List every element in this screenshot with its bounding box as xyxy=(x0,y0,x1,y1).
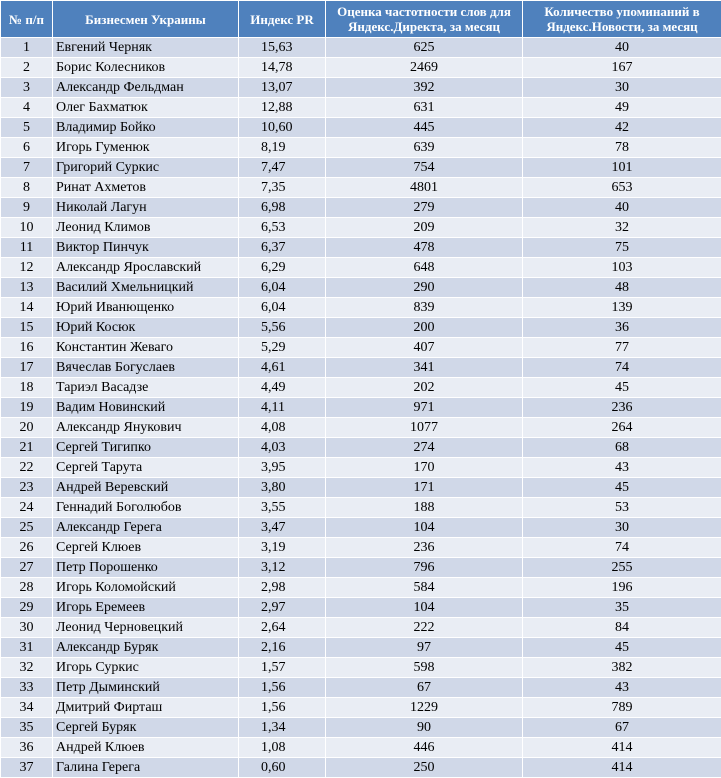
cell-direct-frequency: 250 xyxy=(326,758,523,778)
cell-direct-frequency: 839 xyxy=(326,298,523,318)
cell-pr-index: 15,63 xyxy=(239,38,326,58)
cell-direct-frequency: 202 xyxy=(326,378,523,398)
cell-num: 15 xyxy=(1,318,53,338)
cell-news-mentions: 32 xyxy=(523,218,721,238)
cell-direct-frequency: 796 xyxy=(326,558,523,578)
cell-pr-index: 6,29 xyxy=(239,258,326,278)
cell-direct-frequency: 200 xyxy=(326,318,523,338)
cell-direct-frequency: 392 xyxy=(326,78,523,98)
header-news-mentions: Количество упоминаний в Яндекс.Новости, за месяц xyxy=(523,1,721,38)
cell-direct-frequency: 97 xyxy=(326,638,523,658)
cell-news-mentions: 101 xyxy=(523,158,721,178)
cell-name: Петр Дыминский xyxy=(53,678,239,698)
cell-num: 29 xyxy=(1,598,53,618)
table-row xyxy=(1,738,721,758)
cell-direct-frequency: 236 xyxy=(326,538,523,558)
cell-pr-index: 2,98 xyxy=(239,578,326,598)
cell-news-mentions: 68 xyxy=(523,438,721,458)
cell-direct-frequency: 222 xyxy=(326,618,523,638)
cell-news-mentions: 196 xyxy=(523,578,721,598)
table-row xyxy=(1,638,721,658)
cell-num: 32 xyxy=(1,658,53,678)
table-row xyxy=(1,158,721,178)
cell-direct-frequency: 209 xyxy=(326,218,523,238)
cell-news-mentions: 48 xyxy=(523,278,721,298)
cell-name: Петр Порошенко xyxy=(53,558,239,578)
cell-num: 30 xyxy=(1,618,53,638)
cell-pr-index: 3,19 xyxy=(239,538,326,558)
cell-pr-index: 3,12 xyxy=(239,558,326,578)
cell-news-mentions: 789 xyxy=(523,698,721,718)
cell-name: Вадим Новинский xyxy=(53,398,239,418)
cell-num: 10 xyxy=(1,218,53,238)
cell-name: Александр Янукович xyxy=(53,418,239,438)
table-row xyxy=(1,678,721,698)
cell-num: 35 xyxy=(1,718,53,738)
table-row xyxy=(1,458,721,478)
cell-news-mentions: 653 xyxy=(523,178,721,198)
cell-num: 37 xyxy=(1,758,53,778)
cell-news-mentions: 36 xyxy=(523,318,721,338)
cell-num: 5 xyxy=(1,118,53,138)
cell-name: Николай Лагун xyxy=(53,198,239,218)
cell-direct-frequency: 407 xyxy=(326,338,523,358)
cell-num: 18 xyxy=(1,378,53,398)
cell-pr-index: 3,95 xyxy=(239,458,326,478)
table-row xyxy=(1,598,721,618)
cell-pr-index: 4,61 xyxy=(239,358,326,378)
cell-num: 26 xyxy=(1,538,53,558)
cell-name: Сергей Буряк xyxy=(53,718,239,738)
cell-pr-index: 2,97 xyxy=(239,598,326,618)
cell-num: 12 xyxy=(1,258,53,278)
cell-pr-index: 6,04 xyxy=(239,278,326,298)
cell-pr-index: 14,78 xyxy=(239,58,326,78)
cell-name: Игорь Коломойский xyxy=(53,578,239,598)
table-row xyxy=(1,478,721,498)
cell-direct-frequency: 648 xyxy=(326,258,523,278)
cell-name: Сергей Тигипко xyxy=(53,438,239,458)
cell-pr-index: 3,55 xyxy=(239,498,326,518)
cell-news-mentions: 45 xyxy=(523,478,721,498)
table-row xyxy=(1,538,721,558)
cell-direct-frequency: 598 xyxy=(326,658,523,678)
table-row xyxy=(1,358,721,378)
cell-news-mentions: 45 xyxy=(523,638,721,658)
header-name: Бизнесмен Украины xyxy=(53,1,239,38)
cell-direct-frequency: 971 xyxy=(326,398,523,418)
cell-num: 3 xyxy=(1,78,53,98)
cell-num: 2 xyxy=(1,58,53,78)
cell-pr-index: 1,34 xyxy=(239,718,326,738)
cell-news-mentions: 40 xyxy=(523,198,721,218)
table-row xyxy=(1,258,721,278)
cell-pr-index: 7,47 xyxy=(239,158,326,178)
cell-num: 9 xyxy=(1,198,53,218)
cell-direct-frequency: 478 xyxy=(326,238,523,258)
cell-news-mentions: 42 xyxy=(523,118,721,138)
cell-pr-index: 12,88 xyxy=(239,98,326,118)
cell-direct-frequency: 171 xyxy=(326,478,523,498)
cell-num: 23 xyxy=(1,478,53,498)
cell-news-mentions: 78 xyxy=(523,138,721,158)
table-row xyxy=(1,198,721,218)
table-row xyxy=(1,58,721,78)
cell-news-mentions: 53 xyxy=(523,498,721,518)
cell-num: 7 xyxy=(1,158,53,178)
header-row xyxy=(1,1,721,38)
cell-name: Александр Буряк xyxy=(53,638,239,658)
table-row xyxy=(1,698,721,718)
cell-pr-index: 10,60 xyxy=(239,118,326,138)
cell-pr-index: 2,16 xyxy=(239,638,326,658)
cell-news-mentions: 35 xyxy=(523,598,721,618)
cell-direct-frequency: 1077 xyxy=(326,418,523,438)
cell-name: Юрий Иванющенко xyxy=(53,298,239,318)
cell-num: 14 xyxy=(1,298,53,318)
table-row xyxy=(1,118,721,138)
cell-direct-frequency: 104 xyxy=(326,518,523,538)
cell-direct-frequency: 279 xyxy=(326,198,523,218)
cell-pr-index: 1,08 xyxy=(239,738,326,758)
table-row xyxy=(1,558,721,578)
table-row xyxy=(1,278,721,298)
cell-news-mentions: 84 xyxy=(523,618,721,638)
cell-name: Борис Колесников xyxy=(53,58,239,78)
cell-pr-index: 6,98 xyxy=(239,198,326,218)
header-pr-index: Индекс PR xyxy=(239,1,326,38)
cell-direct-frequency: 446 xyxy=(326,738,523,758)
cell-news-mentions: 236 xyxy=(523,398,721,418)
cell-name: Григорий Суркис xyxy=(53,158,239,178)
table-row xyxy=(1,418,721,438)
cell-name: Галина Герега xyxy=(53,758,239,778)
cell-direct-frequency: 188 xyxy=(326,498,523,518)
table-row xyxy=(1,718,721,738)
cell-pr-index: 7,35 xyxy=(239,178,326,198)
cell-num: 20 xyxy=(1,418,53,438)
cell-news-mentions: 75 xyxy=(523,238,721,258)
table-row xyxy=(1,338,721,358)
cell-news-mentions: 264 xyxy=(523,418,721,438)
cell-direct-frequency: 274 xyxy=(326,438,523,458)
cell-direct-frequency: 584 xyxy=(326,578,523,598)
cell-direct-frequency: 625 xyxy=(326,38,523,58)
cell-name: Александр Герега xyxy=(53,518,239,538)
cell-direct-frequency: 631 xyxy=(326,98,523,118)
cell-num: 1 xyxy=(1,38,53,58)
cell-pr-index: 1,56 xyxy=(239,678,326,698)
table-row xyxy=(1,398,721,418)
cell-pr-index: 13,07 xyxy=(239,78,326,98)
cell-direct-frequency: 104 xyxy=(326,598,523,618)
cell-name: Ринат Ахметов xyxy=(53,178,239,198)
cell-news-mentions: 40 xyxy=(523,38,721,58)
cell-name: Александр Ярославский xyxy=(53,258,239,278)
cell-name: Геннадий Боголюбов xyxy=(53,498,239,518)
cell-news-mentions: 30 xyxy=(523,518,721,538)
cell-direct-frequency: 67 xyxy=(326,678,523,698)
cell-news-mentions: 103 xyxy=(523,258,721,278)
cell-news-mentions: 255 xyxy=(523,558,721,578)
cell-num: 36 xyxy=(1,738,53,758)
cell-num: 25 xyxy=(1,518,53,538)
cell-name: Леонид Климов xyxy=(53,218,239,238)
cell-num: 33 xyxy=(1,678,53,698)
cell-num: 6 xyxy=(1,138,53,158)
cell-news-mentions: 43 xyxy=(523,678,721,698)
table-row xyxy=(1,138,721,158)
cell-num: 11 xyxy=(1,238,53,258)
cell-name: Вячеслав Богуслаев xyxy=(53,358,239,378)
header-direct-frequency: Оценка частотности слов для Яндекс.Директа, за месяц xyxy=(326,1,523,38)
cell-news-mentions: 167 xyxy=(523,58,721,78)
cell-name: Владимир Бойко xyxy=(53,118,239,138)
cell-name: Сергей Тарута xyxy=(53,458,239,478)
cell-direct-frequency: 1229 xyxy=(326,698,523,718)
cell-name: Игорь Гуменюк xyxy=(53,138,239,158)
cell-news-mentions: 67 xyxy=(523,718,721,738)
cell-news-mentions: 139 xyxy=(523,298,721,318)
cell-name: Леонид Черновецкий xyxy=(53,618,239,638)
cell-news-mentions: 74 xyxy=(523,538,721,558)
cell-direct-frequency: 4801 xyxy=(326,178,523,198)
cell-num: 16 xyxy=(1,338,53,358)
cell-num: 21 xyxy=(1,438,53,458)
table-header xyxy=(1,1,721,38)
table-row xyxy=(1,178,721,198)
cell-name: Евгений Черняк xyxy=(53,38,239,58)
cell-direct-frequency: 445 xyxy=(326,118,523,138)
cell-pr-index: 1,56 xyxy=(239,698,326,718)
cell-news-mentions: 77 xyxy=(523,338,721,358)
table-body xyxy=(1,38,721,778)
cell-direct-frequency: 2469 xyxy=(326,58,523,78)
cell-pr-index: 4,08 xyxy=(239,418,326,438)
cell-direct-frequency: 341 xyxy=(326,358,523,378)
table-row xyxy=(1,578,721,598)
cell-pr-index: 3,80 xyxy=(239,478,326,498)
cell-pr-index: 4,11 xyxy=(239,398,326,418)
cell-news-mentions: 74 xyxy=(523,358,721,378)
cell-direct-frequency: 290 xyxy=(326,278,523,298)
cell-direct-frequency: 754 xyxy=(326,158,523,178)
cell-name: Александр Фельдман xyxy=(53,78,239,98)
cell-name: Андрей Веревский xyxy=(53,478,239,498)
cell-direct-frequency: 90 xyxy=(326,718,523,738)
table-row xyxy=(1,38,721,58)
table-row xyxy=(1,218,721,238)
cell-num: 8 xyxy=(1,178,53,198)
cell-pr-index: 2,64 xyxy=(239,618,326,638)
table-row xyxy=(1,518,721,538)
table-row xyxy=(1,618,721,638)
cell-name: Олег Бахматюк xyxy=(53,98,239,118)
cell-num: 31 xyxy=(1,638,53,658)
cell-pr-index: 4,03 xyxy=(239,438,326,458)
cell-pr-index: 1,57 xyxy=(239,658,326,678)
cell-pr-index: 5,29 xyxy=(239,338,326,358)
cell-name: Виктор Пинчук xyxy=(53,238,239,258)
cell-direct-frequency: 639 xyxy=(326,138,523,158)
table-row xyxy=(1,238,721,258)
cell-name: Андрей Клюев xyxy=(53,738,239,758)
cell-pr-index: 5,56 xyxy=(239,318,326,338)
table-row xyxy=(1,378,721,398)
cell-name: Дмитрий Фирташ xyxy=(53,698,239,718)
cell-num: 34 xyxy=(1,698,53,718)
cell-num: 13 xyxy=(1,278,53,298)
cell-news-mentions: 45 xyxy=(523,378,721,398)
cell-num: 24 xyxy=(1,498,53,518)
cell-num: 28 xyxy=(1,578,53,598)
cell-name: Сергей Клюев xyxy=(53,538,239,558)
cell-name: Игорь Еремеев xyxy=(53,598,239,618)
cell-pr-index: 3,47 xyxy=(239,518,326,538)
table-row xyxy=(1,318,721,338)
table-row xyxy=(1,298,721,318)
cell-num: 17 xyxy=(1,358,53,378)
cell-news-mentions: 414 xyxy=(523,738,721,758)
cell-name: Игорь Суркис xyxy=(53,658,239,678)
table-row xyxy=(1,498,721,518)
cell-name: Юрий Косюк xyxy=(53,318,239,338)
table-row xyxy=(1,78,721,98)
cell-num: 22 xyxy=(1,458,53,478)
cell-pr-index: 0,60 xyxy=(239,758,326,778)
cell-name: Василий Хмельницкий xyxy=(53,278,239,298)
cell-news-mentions: 49 xyxy=(523,98,721,118)
cell-news-mentions: 414 xyxy=(523,758,721,778)
table-row xyxy=(1,438,721,458)
cell-pr-index: 6,04 xyxy=(239,298,326,318)
cell-name: Константин Жеваго xyxy=(53,338,239,358)
cell-num: 27 xyxy=(1,558,53,578)
cell-pr-index: 8,19 xyxy=(239,138,326,158)
cell-pr-index: 6,37 xyxy=(239,238,326,258)
cell-pr-index: 6,53 xyxy=(239,218,326,238)
header-num: № п/п xyxy=(1,1,53,38)
cell-pr-index: 4,49 xyxy=(239,378,326,398)
cell-num: 4 xyxy=(1,98,53,118)
table-row xyxy=(1,98,721,118)
cell-news-mentions: 30 xyxy=(523,78,721,98)
cell-news-mentions: 382 xyxy=(523,658,721,678)
cell-direct-frequency: 170 xyxy=(326,458,523,478)
cell-name: Тариэл Васадзе xyxy=(53,378,239,398)
cell-num: 19 xyxy=(1,398,53,418)
cell-news-mentions: 43 xyxy=(523,458,721,478)
table-row xyxy=(1,658,721,678)
